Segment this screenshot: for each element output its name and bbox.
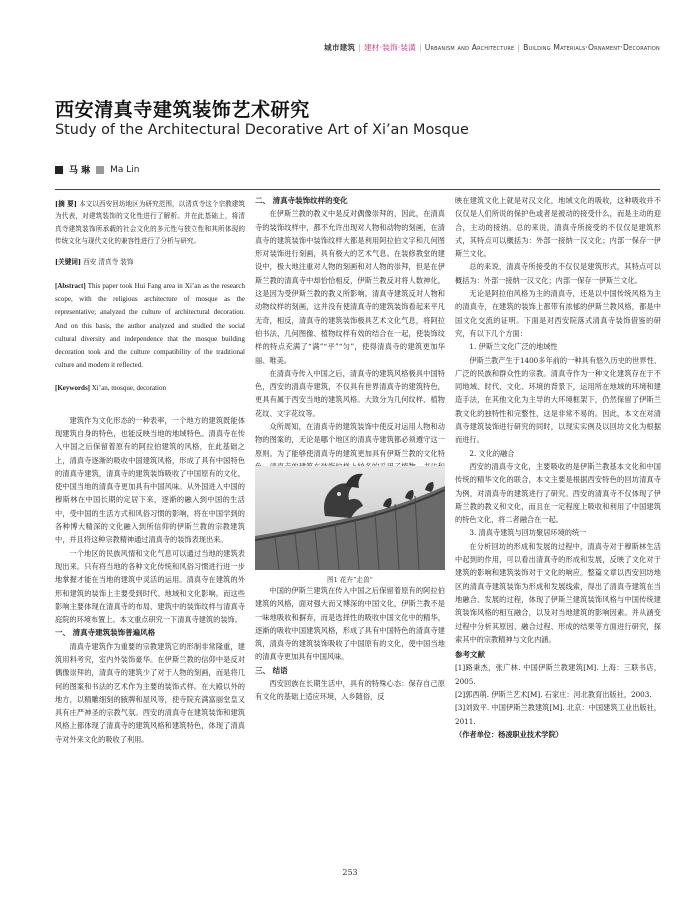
subsection-heading: 3. 清真寺建筑与回坊聚居环境的统一 bbox=[469, 528, 587, 538]
abstract-cn-label: [摘 要] bbox=[55, 200, 77, 208]
abstract-en: This paper took Hui Fang area in Xi’an as the research scope, with the religious architecture of mosque as the representative; analyzed the culture of architectural decoration. And on this basis, the author analyzed and studied the social cultural diversity and independence that the mosque building decoration took and the culture compatibility of the traditional culture and modern it reflected. bbox=[55, 282, 245, 370]
paragraph: 在伊斯兰教的教义中是反对偶像崇拜的，因此，在清真寺的装饰纹样中，都不允许出现对人物和动物的刻画，在清真寺的建筑装饰中装饰纹样大都是利用阿拉伯文字和几何图形对装饰进行刻画，具有极大的艺术气息。在装修教堂的建设中，极大地注重对人物的刻画和对人物的崇拜，但是在伊斯兰教的清真寺中却恰恰相反，伊斯兰教反对将人数神化，这是因为受伊斯兰教的教义所影响。清真寺建筑反对人物和动物纹样的刻画，这并没有使清真寺的建筑装饰看起来平凡无奇，相反，清真寺的建筑装饰极具艺术文化气息，将阿拉伯书法、几何图像、植物纹样有效的结合在一起，使装饰纹样的特点充满了“满”“平”“匀”，使得清真寺的建筑更加华丽、唯美。 bbox=[255, 209, 445, 365]
header-cat-urban: 城市建筑 bbox=[324, 43, 356, 52]
references-title: 参考文献 bbox=[455, 650, 485, 660]
paragraph: 众所周知，在清真寺的建筑装饰中使反对运用人物和动物的图案的，无论是哪个地区的清真寺建筑都必须遵守这一原则。为了能够使清真寺的建筑更加具有伊斯兰教的文化特 bbox=[255, 422, 445, 458]
paragraph: 无论是阿拉伯风格为主的清真寺，还是以中国传统风格为主的清真寺，在建筑的装饰上都带有浓郁的伊斯兰教风格，都是中国文化交流的证明。下面是对西安院落式清真寺装饰借鉴的研究，有以下几个方面： bbox=[455, 289, 661, 338]
references bbox=[455, 648, 661, 741]
section-heading: 三、 结语 bbox=[255, 665, 288, 675]
subsection-heading: 2. 文化的融合 bbox=[469, 448, 515, 458]
keywords-en: Xi’an, mosque, decoration bbox=[91, 384, 167, 393]
author-marker-icon bbox=[55, 166, 63, 174]
header-cat-materials: 建材·装饰·装潢 bbox=[363, 43, 416, 52]
section-heading: 二、 清真寺装饰纹样的变化 bbox=[255, 196, 348, 205]
paragraph: 伊斯兰教产生于1400多年前的一种具有悠久历史的世界性、广泛的民族和群众性的宗教。清真寺作为一种文化建筑存在于不同地域、时代、文化、环境的背景下，运用所在地域的环境和建造手法，在其他文化为主导的大环境框架下，仍然保留了伊斯兰教文化的独特性和完整性，这是非常不易的。因此，本文在对清真寺建筑装饰进行研究的同时，以现实实例及以回坊文化为根据而进行。 bbox=[455, 355, 661, 445]
keywords-cn: 西安 清真寺 装饰 bbox=[83, 257, 134, 266]
title-divider bbox=[55, 189, 660, 190]
running-header: 城市建筑 | 建材·装饰·装潢 | Urbanism and Architecture | Building Materials·Ornament·Decoration bbox=[324, 43, 660, 52]
article-title-cn: 西安清真寺建筑装饰艺术研究 bbox=[55, 99, 310, 121]
article-title-en: Study of the Architectural Decorative Art of Xi’an Mosque bbox=[55, 122, 469, 138]
paragraph: 映在建筑文化上就是对汉文化，地域文化的吸收，这种吸收并不仅仅是人们所说的保护色或者是被动的接受什么，而是主动的迎合，主动的接纳。总的来说，清真寺所接受的不仅仅是建筑形式，其特点可以概括为：外部一接纳一汉文化；内部一保存一伊斯兰文化。 bbox=[455, 196, 661, 259]
author-affiliation: （作者单位：杨凌职业技术学院） bbox=[455, 729, 563, 739]
paragraph: 西安的清真寺文化，主要吸收的是伊斯兰教基本文化和中国传统的精华文化的联合，本文主要是根据西安特色的回坊清真寺为例，对清真寺的建筑进行了研究。西安的清真寺不仅体现了伊斯兰教的教义和文化，而且在一定程度上吸收和利用了中国建筑的特色文化，将二者融合在一起。 bbox=[455, 461, 661, 525]
subsection-heading: 1. 伊斯兰文化广泛的地域性 bbox=[469, 342, 558, 352]
author-name-cn: 马 琳 bbox=[69, 166, 91, 176]
roof-ornament-illustration bbox=[255, 466, 445, 570]
keywords-en-label: [Keywords] bbox=[55, 384, 90, 393]
reference-item: [2]郭西萌. 伊斯兰艺术[M]. 石家庄：河北教育出版社，2003. bbox=[455, 689, 652, 699]
paragraph: 中国的伊斯兰建筑在传入中国之后保留着原有的阿拉伯建筑的风格，面对强大而又博深的中国文化，伊斯兰教不是一味地吸收和摒弃，而是选择性的吸收中国文化中的精华，逐渐的吸收中国建筑风格，形成了具有中国特色的清真寺建筑，清真寺的建筑装饰吸收了中国原有的文化，使中国当地的清真寺更加具有中国风味。 bbox=[255, 586, 445, 662]
paragraph: 总的来说，清真寺所接受的不仅仅是建筑形式，其特点可以概括为：外部一接纳一汉文化；内部一保存一伊斯兰文化。 bbox=[455, 262, 661, 285]
figure-1-caption: 图1 花卉“走兽” bbox=[326, 576, 373, 584]
paragraph: 在分析回坊的形成和发展的过程中，清真寺对于穆斯林生活中起到的作用，可以看出清真寺的形成和发展，反映了文化对于建筑的影响和建筑装饰对于文化的响应。整篇文章以西安回坊地区的清真寺建筑装饰为形成和发展线索，得出了清真寺建筑在当地融合、发展的过程，体现了伊斯兰建筑装饰风格与中国传统建筑装饰风格的相互融合，以及对当地建筑的影响因素。并从涵变过程中分析其原因、融合过程、形成的结果等方面进行研究，探索其中的宗教精神与文化内涵。 bbox=[455, 541, 661, 644]
reference-item: [1]路秉杰，张广林. 中国伊斯兰教建筑[M]. 上海：三联书店，2005. bbox=[455, 663, 661, 686]
abstract-cn: 本文以西安回坊地区为研究范围，以清真寺这个宗教建筑为代表，对建筑装饰的文化性进行了解析。并在此基础上，将清真寺建筑装饰所承载的社会文化的多元性与独立性和其所体现的传统文化与现代文化的兼容性进行了分析与研究。 bbox=[55, 200, 245, 246]
author-name-en: Ma Lin bbox=[110, 164, 140, 175]
paragraph: 一个地区的民族风情和文化气息可以通过当地的建筑表现出来。只有将当地的各种文化传统和风俗习惯进行进一步地掌握才能在当地的建筑中灵活的运用。清真寺在建筑的外形和建筑的装饰上主要受到时代、地域和文化影响。而这些影响主要体现在清真寺的布局、建筑中的装饰纹样与清真寺庭院的环境布置上。本文重点研究一下清真寺建筑的装饰。 bbox=[55, 548, 245, 625]
column-1 bbox=[55, 194, 245, 746]
page-number: 253 bbox=[342, 868, 358, 877]
keywords-cn-label: [关键词] bbox=[55, 257, 82, 266]
header-cat-urban-en: Urbanism and Architecture bbox=[424, 43, 515, 52]
figure-1-photo bbox=[255, 466, 445, 570]
paragraph: 西安回族在长期生活中，具有的特殊心态：保存自己原有文化的基础上适应环境，入乡随俗，反 bbox=[255, 679, 445, 702]
header-cat-materials-en: Building Materials·Ornament·Decoration bbox=[523, 43, 660, 52]
column-3 bbox=[455, 194, 661, 741]
abstract-en-label: [Abstract] bbox=[55, 282, 86, 291]
paragraph: 清真寺建筑作为重要的宗教建筑它的形制非常隆重，建筑用料考究，室内外装饰豪华。在伊斯兰教的信仰中是反对偶像崇拜的，清真寺的建筑少了对于人物的刻画，而是将几何的图案和书法的艺术作为主要的装饰式样。在大殿以外的地方，以精雕细刻的腋牌和屋风等，使寺院充满富丽堂皇又具有庄严神圣的宗教气氛。西安的清真寺在建筑装饰和建筑风格上都体现了清真寺的建筑风格和建筑特色，体现了清真寺对外来文化的吸收了利用。 bbox=[55, 641, 245, 744]
section-heading: 一、 清真寺建筑装饰普遍风格 bbox=[55, 628, 156, 638]
column-2-continued bbox=[255, 584, 445, 704]
author-line bbox=[55, 163, 140, 176]
abstract-block bbox=[55, 194, 245, 396]
paragraph: 建筑作为文化形态的一种表率，一个地方的建筑既能体现建筑自身的特色，也能反映当地的地域特色。清真寺在传入中国之后保留着原有的阿拉伯建筑的风格，在此基础之上，清真寺逐渐的吸收中国建筑风格，形成了具有中国特色的清真寺建筑，清真寺的建筑装饰吸收了中国原有的文化，使中国当地的清真寺更加具有中国风味。从外国进入中国的穆斯林在中国长期的定居下来，逐渐的融入到中国的生活中，受中国的生活方式和风俗习惯的影响，将在中国学到的各种博大精深的文化融入到所信仰的伊斯兰教的宗教建筑中，并且将这种宗教精神通过清真寺的装饰表现出来。 bbox=[55, 415, 245, 545]
reference-item: [3]刘致平. 中国伊斯兰教建筑[M]. 北京：中国建筑工业出版社，2011. bbox=[455, 703, 661, 726]
paragraph: 在清真寺传入中国之后，清真寺的建筑风格极具中国特色，西安的清真寺建筑，不仅具有世界清真寺的建筑特色，更具有属于西安当地的建筑风格。大致分为几何纹样、植物花纹、文字花纹等。 bbox=[255, 368, 445, 418]
author-marker-icon bbox=[96, 166, 104, 174]
